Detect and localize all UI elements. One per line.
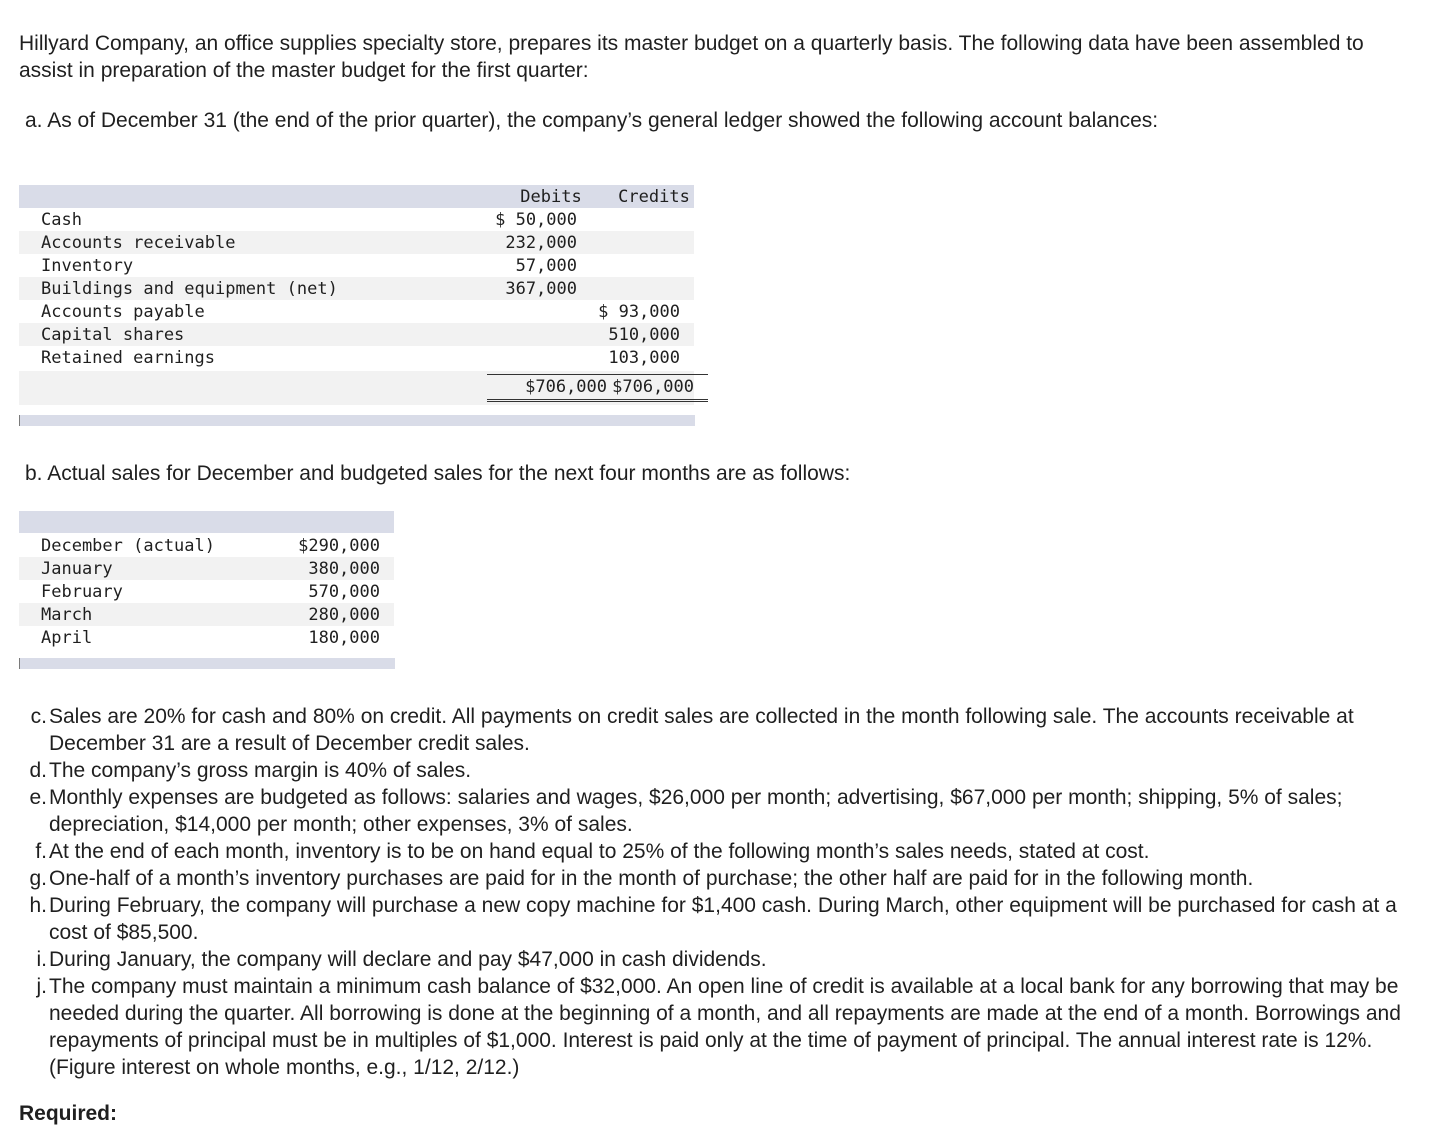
ledger-row: [19, 231, 694, 254]
list-item: [19, 838, 1439, 865]
debit-value: $ 50,000: [495, 210, 577, 230]
item-text: At the end of each month, inventory is to be on hand equal to 25% of the following month’s sales needs, stated at cost.: [49, 840, 1150, 863]
assumptions-list: [19, 703, 1439, 1081]
total-debits: $706,000: [487, 374, 619, 402]
sales-row: [19, 580, 394, 603]
ledger-row: [19, 254, 694, 277]
list-item: [19, 865, 1439, 892]
item-text: Monthly expenses are budgeted as follows: salaries and wages, $26,000 per month; advertising, $67,000 per month; shipping, 5% of sales; depreciation, $14,000 per month; other expenses, 3% of sales.: [49, 786, 1343, 836]
account-name: Accounts payable: [41, 302, 205, 322]
list-item: [19, 703, 1439, 757]
sales-month: March: [41, 605, 93, 625]
ledger-footer-bar: [19, 415, 695, 426]
item-text: The company must maintain a minimum cash balance of $32,000. An open line of credit is available at a local bank for any borrowing that may be needed during the quarter. All borrowing is done at the beginning of a month, and all repayments are made at the end of a month. Borrowings and repayments of principal must be in multiples of $1,000. Interest is paid only at the time of payment of principal. The annual interest rate is 12%. (Figure interest on whole months, e.g., 1/12, 2/12.): [49, 975, 1401, 1079]
sales-amount: 280,000: [308, 605, 380, 625]
sales-amount: 180,000: [308, 628, 380, 648]
account-name: Capital shares: [41, 325, 185, 345]
intro-paragraph: Hillyard Company, an office supplies specialty store, prepares its master budget on a quarterly basis. The following data have been assembled to assist in preparation of the master budget for the first quarter:: [19, 32, 1364, 82]
item-marker: i.: [36, 948, 47, 971]
sales-row: [19, 534, 394, 557]
ledger-header: [19, 185, 694, 208]
item-text: The company’s gross margin is 40% of sales.: [49, 759, 472, 782]
sales-month: December (actual): [41, 536, 215, 556]
sales-amount: 570,000: [308, 582, 380, 602]
sales-row: [19, 626, 394, 649]
debit-value: 232,000: [505, 233, 577, 253]
sales-month: February: [41, 582, 123, 602]
item-a: a. As of December 31 (the end of the prior quarter), the company’s general ledger showed the following account balances:: [25, 109, 1159, 132]
account-name: Inventory: [41, 256, 134, 276]
sales-footer-bar: [19, 658, 395, 669]
list-item: [19, 946, 1439, 973]
account-name: Retained earnings: [41, 348, 215, 368]
account-name: Cash: [41, 210, 82, 230]
list-item: [19, 892, 1439, 946]
item-marker: d.: [29, 759, 47, 782]
sales-amount: 380,000: [308, 559, 380, 579]
ledger-row: [19, 346, 694, 369]
sales-row: [19, 603, 394, 626]
item-marker: h.: [29, 894, 47, 917]
sales-table: [19, 511, 394, 669]
ledger-row: [19, 323, 694, 346]
sales-amount: $290,000: [298, 536, 380, 556]
debit-value: 57,000: [515, 256, 577, 276]
ledger-totals-row: [19, 371, 694, 405]
item-marker: f.: [35, 840, 47, 863]
item-marker: e.: [29, 786, 47, 809]
item-text: One-half of a month’s inventory purchases are paid for in the month of purchase; the other half are paid for in the following month.: [49, 867, 1254, 890]
item-text: Sales are 20% for cash and 80% on credit. All payments on credit sales are collected in the month following sale. The accounts receivable at December 31 are a result of December credit sales.: [49, 705, 1354, 755]
sales-month: January: [41, 559, 113, 579]
required-heading: Required:: [19, 1102, 118, 1125]
list-item: [19, 973, 1439, 1081]
ledger-table: [19, 185, 694, 426]
list-item: [19, 757, 1439, 784]
credit-value: 103,000: [608, 348, 680, 368]
debits-header: Debits: [520, 187, 582, 207]
total-credits: $706,000: [589, 374, 708, 402]
item-text: During February, the company will purchase a new copy machine for $1,400 cash. During March, other equipment will be purchased for cash at a cost of $85,500.: [49, 894, 1397, 944]
sales-month: April: [41, 628, 93, 648]
item-marker: j.: [36, 975, 47, 998]
ledger-row: [19, 208, 694, 231]
list-item: [19, 784, 1439, 838]
credits-header: Credits: [618, 187, 690, 207]
debit-value: 367,000: [505, 279, 577, 299]
sales-header: [19, 511, 394, 533]
sales-row: [19, 557, 394, 580]
item-marker: c.: [30, 705, 47, 728]
item-text: During January, the company will declare and pay $47,000 in cash dividends.: [49, 948, 767, 971]
ledger-row: [19, 300, 694, 323]
item-marker: g.: [29, 867, 47, 890]
ledger-row: [19, 277, 694, 300]
credit-value: $ 93,000: [598, 302, 680, 322]
account-name: Accounts receivable: [41, 233, 236, 253]
account-name: Buildings and equipment (net): [41, 279, 338, 299]
credit-value: 510,000: [608, 325, 680, 345]
item-b: b. Actual sales for December and budgeted sales for the next four months are as follows:: [25, 462, 851, 485]
